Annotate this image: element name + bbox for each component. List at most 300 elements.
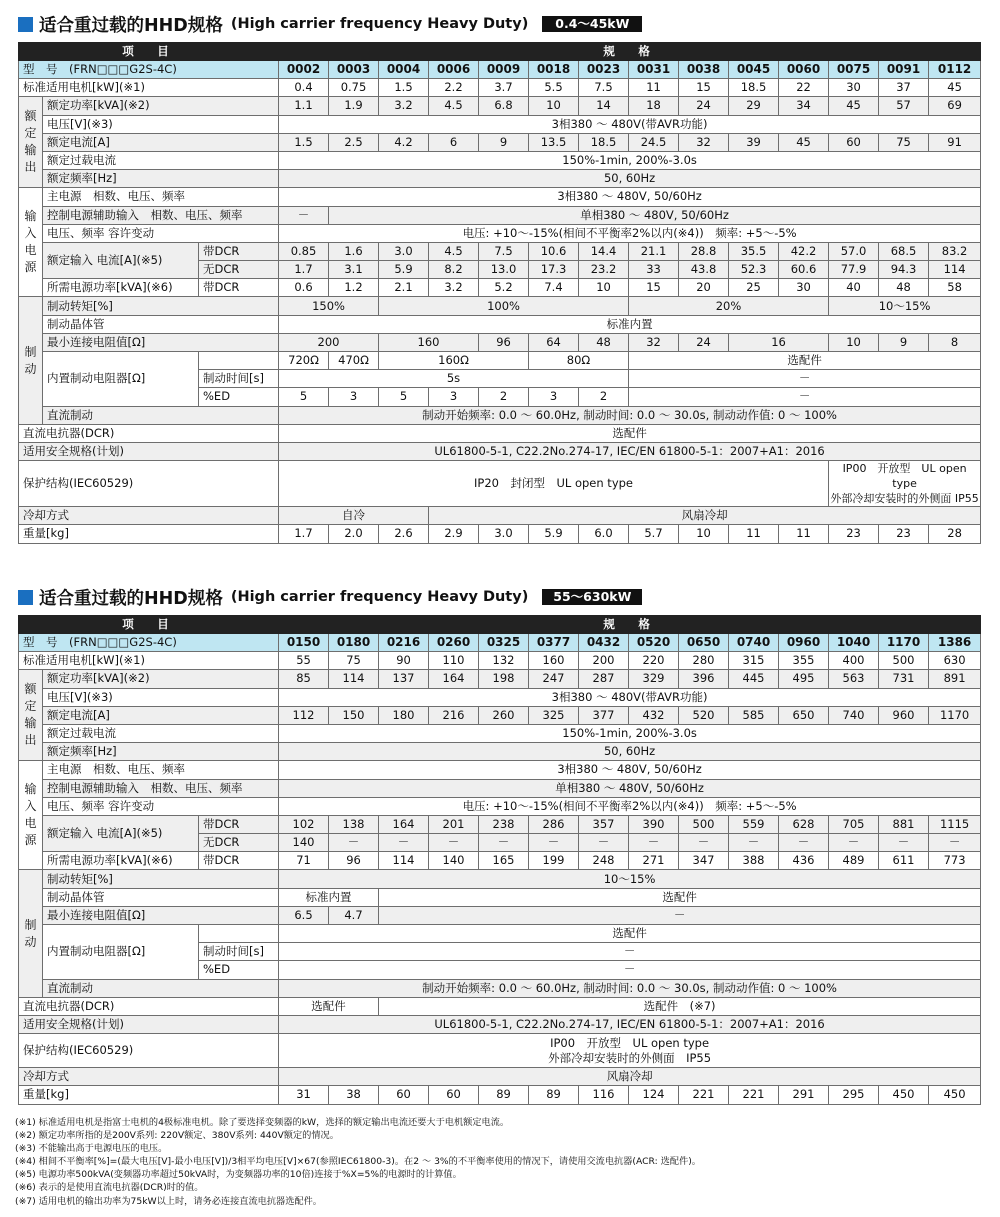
table-cell: 0003	[329, 61, 379, 79]
table-cell: 500	[679, 815, 729, 833]
table-cell: －	[279, 206, 329, 224]
table-cell: 450	[929, 1086, 981, 1104]
table-cell: 200	[579, 652, 629, 670]
table-cell: 740	[829, 706, 879, 724]
table-cell: 3相380 ～ 480V(带AVR功能)	[279, 688, 981, 706]
table-cell: 风扇冷却	[279, 1068, 981, 1086]
table-cell: 制动开始频率: 0.0 ～ 60.0Hz, 制动时间: 0.0 ～ 30.0s, 制动动作值: 0 ～ 100%	[279, 406, 981, 424]
table-cell: 160Ω	[379, 352, 529, 370]
table-row	[19, 442, 981, 460]
table-cell: 5	[279, 388, 329, 406]
table-cell: 69	[929, 97, 981, 115]
table-cell: 6.5	[279, 906, 329, 924]
hhd-spec-section-1	[18, 12, 980, 544]
table-row	[19, 151, 981, 169]
table-cell: 10.6	[529, 242, 579, 260]
table-cell: 0520	[629, 634, 679, 652]
table-cell: IP20 封闭型 UL open type	[279, 461, 829, 507]
table-cell: －	[629, 370, 981, 388]
table-cell: 18.5	[579, 133, 629, 151]
footnote: (※4) 相间不平衡率[%]=(最大电压[V]-最小电压[V])/3相平均电压[V]×67(参照IEC61800-3)。在2 ～ 3%的不平衡率使用的情况下，请使用交流电抗器(ACR: 选配件)。	[15, 1156, 701, 1168]
table-cell: 额定功率[kVA](※2)	[43, 670, 279, 688]
table-cell: 396	[679, 670, 729, 688]
section-title-1	[18, 12, 980, 36]
table-row	[19, 797, 981, 815]
table-cell: 247	[529, 670, 579, 688]
table-cell: 4.7	[329, 906, 379, 924]
table-cell: 1040	[829, 634, 879, 652]
table-cell: 0075	[829, 61, 879, 79]
table-cell: 2.9	[429, 525, 479, 543]
table-cell: 10	[529, 97, 579, 115]
table-cell: 315	[729, 652, 779, 670]
table-cell: 0018	[529, 61, 579, 79]
table-cell: 15	[629, 279, 679, 297]
table-cell: 445	[729, 670, 779, 688]
table-cell: 150%-1min, 200%-3.0s	[279, 151, 981, 169]
table-cell: 94.3	[879, 261, 929, 279]
table-cell: －	[629, 388, 981, 406]
table-cell: 2	[579, 388, 629, 406]
footnote: (※3) 不能输出高于电源电压的电压。	[15, 1143, 168, 1155]
table-cell: 24.5	[629, 133, 679, 151]
table-row	[19, 979, 981, 997]
table-row	[19, 743, 981, 761]
table-cell	[279, 1034, 981, 1068]
protection-line: IP00 开放型 UL open type	[842, 462, 967, 491]
table-cell: 39	[729, 133, 779, 151]
spec-table-2	[18, 615, 981, 1105]
table-cell: 0006	[429, 61, 479, 79]
table-cell: 20%	[629, 297, 829, 315]
table-cell: 287	[579, 670, 629, 688]
table-cell: 23	[879, 525, 929, 543]
table-cell: 0038	[679, 61, 729, 79]
table-cell: 18.5	[729, 79, 779, 97]
table-cell: 规 格	[279, 43, 981, 61]
table-cell: 3	[329, 388, 379, 406]
table-cell: 型 号 (FRN□□□G2S-4C)	[19, 634, 279, 652]
table-cell: 0740	[729, 634, 779, 652]
table-cell: 0180	[329, 634, 379, 652]
table-cell: 0216	[379, 634, 429, 652]
table-cell: 重量[kg]	[19, 525, 279, 543]
table-cell: UL61800-5-1, C22.2No.274-17, IEC/EN 61800-5-1：2007+A1：2016	[279, 1015, 981, 1033]
table-cell: 390	[629, 815, 679, 833]
table-cell: 单相380 ～ 480V, 50/60Hz	[329, 206, 981, 224]
table-cell: 2.2	[429, 79, 479, 97]
table-cell: 68.5	[879, 242, 929, 260]
table-cell: 0325	[479, 634, 529, 652]
table-cell: 14.4	[579, 242, 629, 260]
table-cell: 7.4	[529, 279, 579, 297]
table-cell: 388	[729, 852, 779, 870]
table-cell: 83.2	[929, 242, 981, 260]
table-cell: 冷却方式	[19, 1068, 279, 1086]
title-en: (High carrier frequency Heavy Duty)	[230, 589, 529, 605]
table-cell: 0260	[429, 634, 479, 652]
footnotes	[15, 1116, 990, 1208]
table-cell: 3.1	[329, 261, 379, 279]
table-cell: 3.0	[379, 242, 429, 260]
table-cell: 重量[kg]	[19, 1086, 279, 1104]
table-cell: 110	[429, 652, 479, 670]
table-row	[19, 616, 981, 634]
table-cell: 50, 60Hz	[279, 743, 981, 761]
table-row	[19, 133, 981, 151]
table-cell: 3.2	[379, 97, 429, 115]
table-cell: 77.9	[829, 261, 879, 279]
table-cell: 377	[579, 706, 629, 724]
table-cell: 冷却方式	[19, 507, 279, 525]
table-row	[19, 779, 981, 797]
table-cell: 271	[629, 852, 679, 870]
table-cell: 3.2	[429, 279, 479, 297]
table-cell: 8	[929, 333, 981, 351]
table-cell: UL61800-5-1, C22.2No.274-17, IEC/EN 61800-5-1：2007+A1：2016	[279, 442, 981, 460]
table-cell: －	[929, 834, 981, 852]
section-title-2	[18, 585, 980, 609]
table-cell: 140	[429, 852, 479, 870]
table-cell: 34	[779, 97, 829, 115]
table-cell: 3.0	[479, 525, 529, 543]
table-cell: 520	[679, 706, 729, 724]
table-cell: 2.0	[329, 525, 379, 543]
table-cell: 0.4	[279, 79, 329, 97]
table-cell: 0045	[729, 61, 779, 79]
table-row	[19, 906, 981, 924]
table-cell: 28	[929, 525, 981, 543]
table-cell: 型 号 (FRN□□□G2S-4C)	[19, 61, 279, 79]
title-cn: 适合重过载的HHD规格	[39, 588, 223, 609]
table-cell: 0009	[479, 61, 529, 79]
table-cell: 220	[629, 652, 679, 670]
table-cell: 32	[629, 333, 679, 351]
table-cell: 42.2	[779, 242, 829, 260]
table-cell: －	[679, 834, 729, 852]
table-row	[19, 870, 981, 888]
table-row	[19, 1034, 981, 1068]
table-cell: 2.5	[329, 133, 379, 151]
table-cell: 带DCR	[199, 815, 279, 833]
table-cell: 3.7	[479, 79, 529, 97]
table-cell: 选配件 (※7)	[379, 997, 981, 1015]
footnote: (※2) 额定功率所指的是200V系列: 220V额定、380V系列: 440V额定的情况。	[15, 1130, 339, 1142]
table-cell: 138	[329, 815, 379, 833]
table-cell: －	[579, 834, 629, 852]
table-cell: 0377	[529, 634, 579, 652]
table-cell: 80Ω	[529, 352, 629, 370]
table-cell: 制动开始频率: 0.0 ～ 60.0Hz, 制动时间: 0.0 ～ 30.0s, 制动动作值: 0 ～ 100%	[279, 979, 981, 997]
table-cell: －	[329, 834, 379, 852]
table-cell: 45	[929, 79, 981, 97]
table-cell: 额定频率[Hz]	[43, 170, 279, 188]
table-cell: 25	[729, 279, 779, 297]
table-row	[19, 61, 981, 79]
table-cell: 9	[879, 333, 929, 351]
table-cell: 22	[779, 79, 829, 97]
table-row	[19, 43, 981, 61]
protection-line: IP00 开放型 UL open type	[550, 1035, 710, 1050]
table-cell: 选配件	[279, 925, 981, 943]
table-cell: 1.1	[279, 97, 329, 115]
table-cell: 180	[379, 706, 429, 724]
table-cell: %ED	[199, 388, 279, 406]
table-cell: 2	[479, 388, 529, 406]
table-cell: 1.2	[329, 279, 379, 297]
table-cell: 5.9	[529, 525, 579, 543]
table-cell: 11	[629, 79, 679, 97]
table-cell: 5	[379, 388, 429, 406]
table-cell: 6	[429, 133, 479, 151]
table-cell: 23.2	[579, 261, 629, 279]
table-cell: 238	[479, 815, 529, 833]
table-cell: 制动时间[s]	[199, 943, 279, 961]
table-cell: 直流电抗器(DCR)	[19, 424, 279, 442]
table-row	[19, 1068, 981, 1086]
table-cell: －	[479, 834, 529, 852]
table-cell: 制动晶体管	[43, 888, 279, 906]
table-cell: 电压: +10～-15%(相间不平衡率2%以内(※4)) 频率: +5～-5%	[279, 797, 981, 815]
table-cell: 150%	[279, 297, 379, 315]
table-cell: 标准适用电机[kW](※1)	[19, 79, 279, 97]
table-cell: 1386	[929, 634, 981, 652]
table-cell: 216	[429, 706, 479, 724]
table-cell: 0002	[279, 61, 329, 79]
table-cell: 额定频率[Hz]	[43, 743, 279, 761]
table-cell: 标准内置	[279, 888, 379, 906]
table-cell: 无DCR	[199, 834, 279, 852]
table-row	[19, 1086, 981, 1104]
table-cell: 10	[579, 279, 629, 297]
table-cell: 主电源 相数、电压、频率	[43, 188, 279, 206]
table-cell: 适用安全规格(计划)	[19, 442, 279, 460]
table-cell: 额定输出	[19, 97, 43, 188]
footnote: (※6) 表示的是使用直流电抗器(DCR)时的值。	[15, 1182, 204, 1194]
table-cell: 96	[329, 852, 379, 870]
table-cell: －	[879, 834, 929, 852]
table-cell: 输入电源	[19, 761, 43, 870]
table-cell: 制动	[19, 870, 43, 997]
table-cell: 制动	[19, 297, 43, 424]
table-cell: 55	[279, 652, 329, 670]
table-cell: 325	[529, 706, 579, 724]
table-row	[19, 706, 981, 724]
table-cell: 规 格	[279, 616, 981, 634]
table-cell: 10～15%	[829, 297, 981, 315]
table-row	[19, 79, 981, 97]
table-cell: 201	[429, 815, 479, 833]
table-cell: 60	[429, 1086, 479, 1104]
footnote: (※7) 适用电机的输出功率为75kW以上时，请务必连接直流电抗器选配件。	[15, 1195, 322, 1207]
table-cell: 436	[779, 852, 829, 870]
table-cell: 114	[929, 261, 981, 279]
table-cell: 控制电源辅助输入 相数、电压、频率	[43, 206, 279, 224]
table-cell: 选配件	[279, 997, 379, 1015]
table-cell: 489	[829, 852, 879, 870]
table-cell: －	[279, 943, 981, 961]
table-cell: 0650	[679, 634, 729, 652]
table-row	[19, 888, 981, 906]
table-cell: 3相380 ～ 480V(带AVR功能)	[279, 115, 981, 133]
table-cell: －	[529, 834, 579, 852]
table-cell: －	[279, 961, 981, 979]
table-cell: 无DCR	[199, 261, 279, 279]
table-cell: 最小连接电阻值[Ω]	[43, 906, 279, 924]
table-cell: 28.8	[679, 242, 729, 260]
table-cell: 10	[829, 333, 879, 351]
table-row	[19, 815, 981, 833]
table-cell: 制动转矩[%]	[43, 870, 279, 888]
title-en: (High carrier frequency Heavy Duty)	[230, 16, 529, 32]
table-cell: 45	[779, 133, 829, 151]
table-cell: 48	[879, 279, 929, 297]
table-cell: 30	[779, 279, 829, 297]
table-row	[19, 206, 981, 224]
table-cell: 电压、频率 容许变动	[43, 797, 279, 815]
table-cell: －	[429, 834, 479, 852]
table-cell: 直流制动	[43, 979, 279, 997]
table-row	[19, 242, 981, 260]
table-cell: 221	[729, 1086, 779, 1104]
table-cell: 11	[729, 525, 779, 543]
table-cell: 165	[479, 852, 529, 870]
table-row	[19, 670, 981, 688]
table-row	[19, 925, 981, 943]
table-cell: 所需电源功率[kVA](※6)	[43, 852, 199, 870]
table-cell: 0112	[929, 61, 981, 79]
table-cell: 制动时间[s]	[199, 370, 279, 388]
table-cell: 43.8	[679, 261, 729, 279]
table-cell: 89	[529, 1086, 579, 1104]
table-cell: 5.9	[379, 261, 429, 279]
table-cell: 4.5	[429, 242, 479, 260]
table-cell: 0.6	[279, 279, 329, 297]
table-cell: 137	[379, 670, 429, 688]
table-cell: 选配件	[279, 424, 981, 442]
table-cell: 60	[379, 1086, 429, 1104]
table-row	[19, 315, 981, 333]
table-cell: 额定电流[A]	[43, 706, 279, 724]
table-cell: 7.5	[579, 79, 629, 97]
table-cell: 16	[729, 333, 829, 351]
table-cell: 0432	[579, 634, 629, 652]
table-cell: 24	[679, 97, 729, 115]
table-cell: 35.5	[729, 242, 779, 260]
table-row	[19, 297, 981, 315]
table-cell: 48	[579, 333, 629, 351]
table-cell: 2.1	[379, 279, 429, 297]
table-cell: 611	[879, 852, 929, 870]
table-cell: 630	[929, 652, 981, 670]
table-cell: 29	[729, 97, 779, 115]
table-cell: 100%	[379, 297, 629, 315]
table-cell: 电压[V](※3)	[43, 115, 279, 133]
table-cell: 30	[829, 79, 879, 97]
range-badge: 55～630kW	[542, 589, 642, 605]
table-cell: 0023	[579, 61, 629, 79]
table-cell: 132	[479, 652, 529, 670]
table-cell: 3	[429, 388, 479, 406]
table-cell: 57	[879, 97, 929, 115]
table-cell: %ED	[199, 961, 279, 979]
table-cell: 347	[679, 852, 729, 870]
table-cell: 电压[V](※3)	[43, 688, 279, 706]
table-cell: 2.6	[379, 525, 429, 543]
table-cell: 额定过载电流	[43, 151, 279, 169]
table-cell: 40	[829, 279, 879, 297]
table-cell: 37	[879, 79, 929, 97]
table-cell: 5s	[279, 370, 629, 388]
table-cell: 风扇冷却	[429, 507, 981, 525]
table-cell: 保护结构(IEC60529)	[19, 1034, 279, 1068]
table-cell: 248	[579, 852, 629, 870]
table-cell: 1170	[879, 634, 929, 652]
table-cell: 额定输入 电流[A](※5)	[43, 815, 199, 851]
title-cn: 适合重过载的HHD规格	[39, 15, 223, 36]
table-cell: 标准内置	[279, 315, 981, 333]
table-cell: 450	[879, 1086, 929, 1104]
table-cell: 58	[929, 279, 981, 297]
table-row	[19, 852, 981, 870]
table-cell: 33	[629, 261, 679, 279]
table-cell: 286	[529, 815, 579, 833]
spec-table-1	[18, 42, 981, 544]
table-cell: －	[629, 834, 679, 852]
table-cell: 14	[579, 97, 629, 115]
table-cell: 适用安全规格(计划)	[19, 1015, 279, 1033]
table-cell: 8.2	[429, 261, 479, 279]
table-cell: 0150	[279, 634, 329, 652]
table-cell	[199, 925, 279, 943]
table-cell: 5.2	[479, 279, 529, 297]
table-cell: 32	[679, 133, 729, 151]
table-cell: 4.2	[379, 133, 429, 151]
table-cell: 75	[879, 133, 929, 151]
hhd-spec-section-2	[18, 585, 980, 1105]
table-cell: 199	[529, 852, 579, 870]
table-cell: 90	[379, 652, 429, 670]
table-cell: 标准适用电机[kW](※1)	[19, 652, 279, 670]
table-cell: 198	[479, 670, 529, 688]
table-cell: 559	[729, 815, 779, 833]
table-cell: 91	[929, 133, 981, 151]
table-cell: 主电源 相数、电压、频率	[43, 761, 279, 779]
table-cell: 585	[729, 706, 779, 724]
table-cell: 71	[279, 852, 329, 870]
table-cell: 60	[829, 133, 879, 151]
protection-line: 外部冷却安装时的外侧面 IP55	[830, 492, 979, 506]
table-cell: 额定输入 电流[A](※5)	[43, 242, 199, 278]
table-cell: 45	[829, 97, 879, 115]
table-cell: 输入电源	[19, 188, 43, 297]
table-row	[19, 170, 981, 188]
table-cell: 563	[829, 670, 879, 688]
table-cell: 1115	[929, 815, 981, 833]
table-cell: 355	[779, 652, 829, 670]
table-cell: 114	[379, 852, 429, 870]
table-cell: 7.5	[479, 242, 529, 260]
table-cell: 0031	[629, 61, 679, 79]
table-row	[19, 424, 981, 442]
table-cell: 18	[629, 97, 679, 115]
table-cell: 23	[829, 525, 879, 543]
table-cell: 731	[879, 670, 929, 688]
table-cell: 选配件	[629, 352, 981, 370]
table-cell: 内置制动电阻器[Ω]	[43, 352, 199, 407]
table-cell: 89	[479, 1086, 529, 1104]
table-cell: 470Ω	[329, 352, 379, 370]
